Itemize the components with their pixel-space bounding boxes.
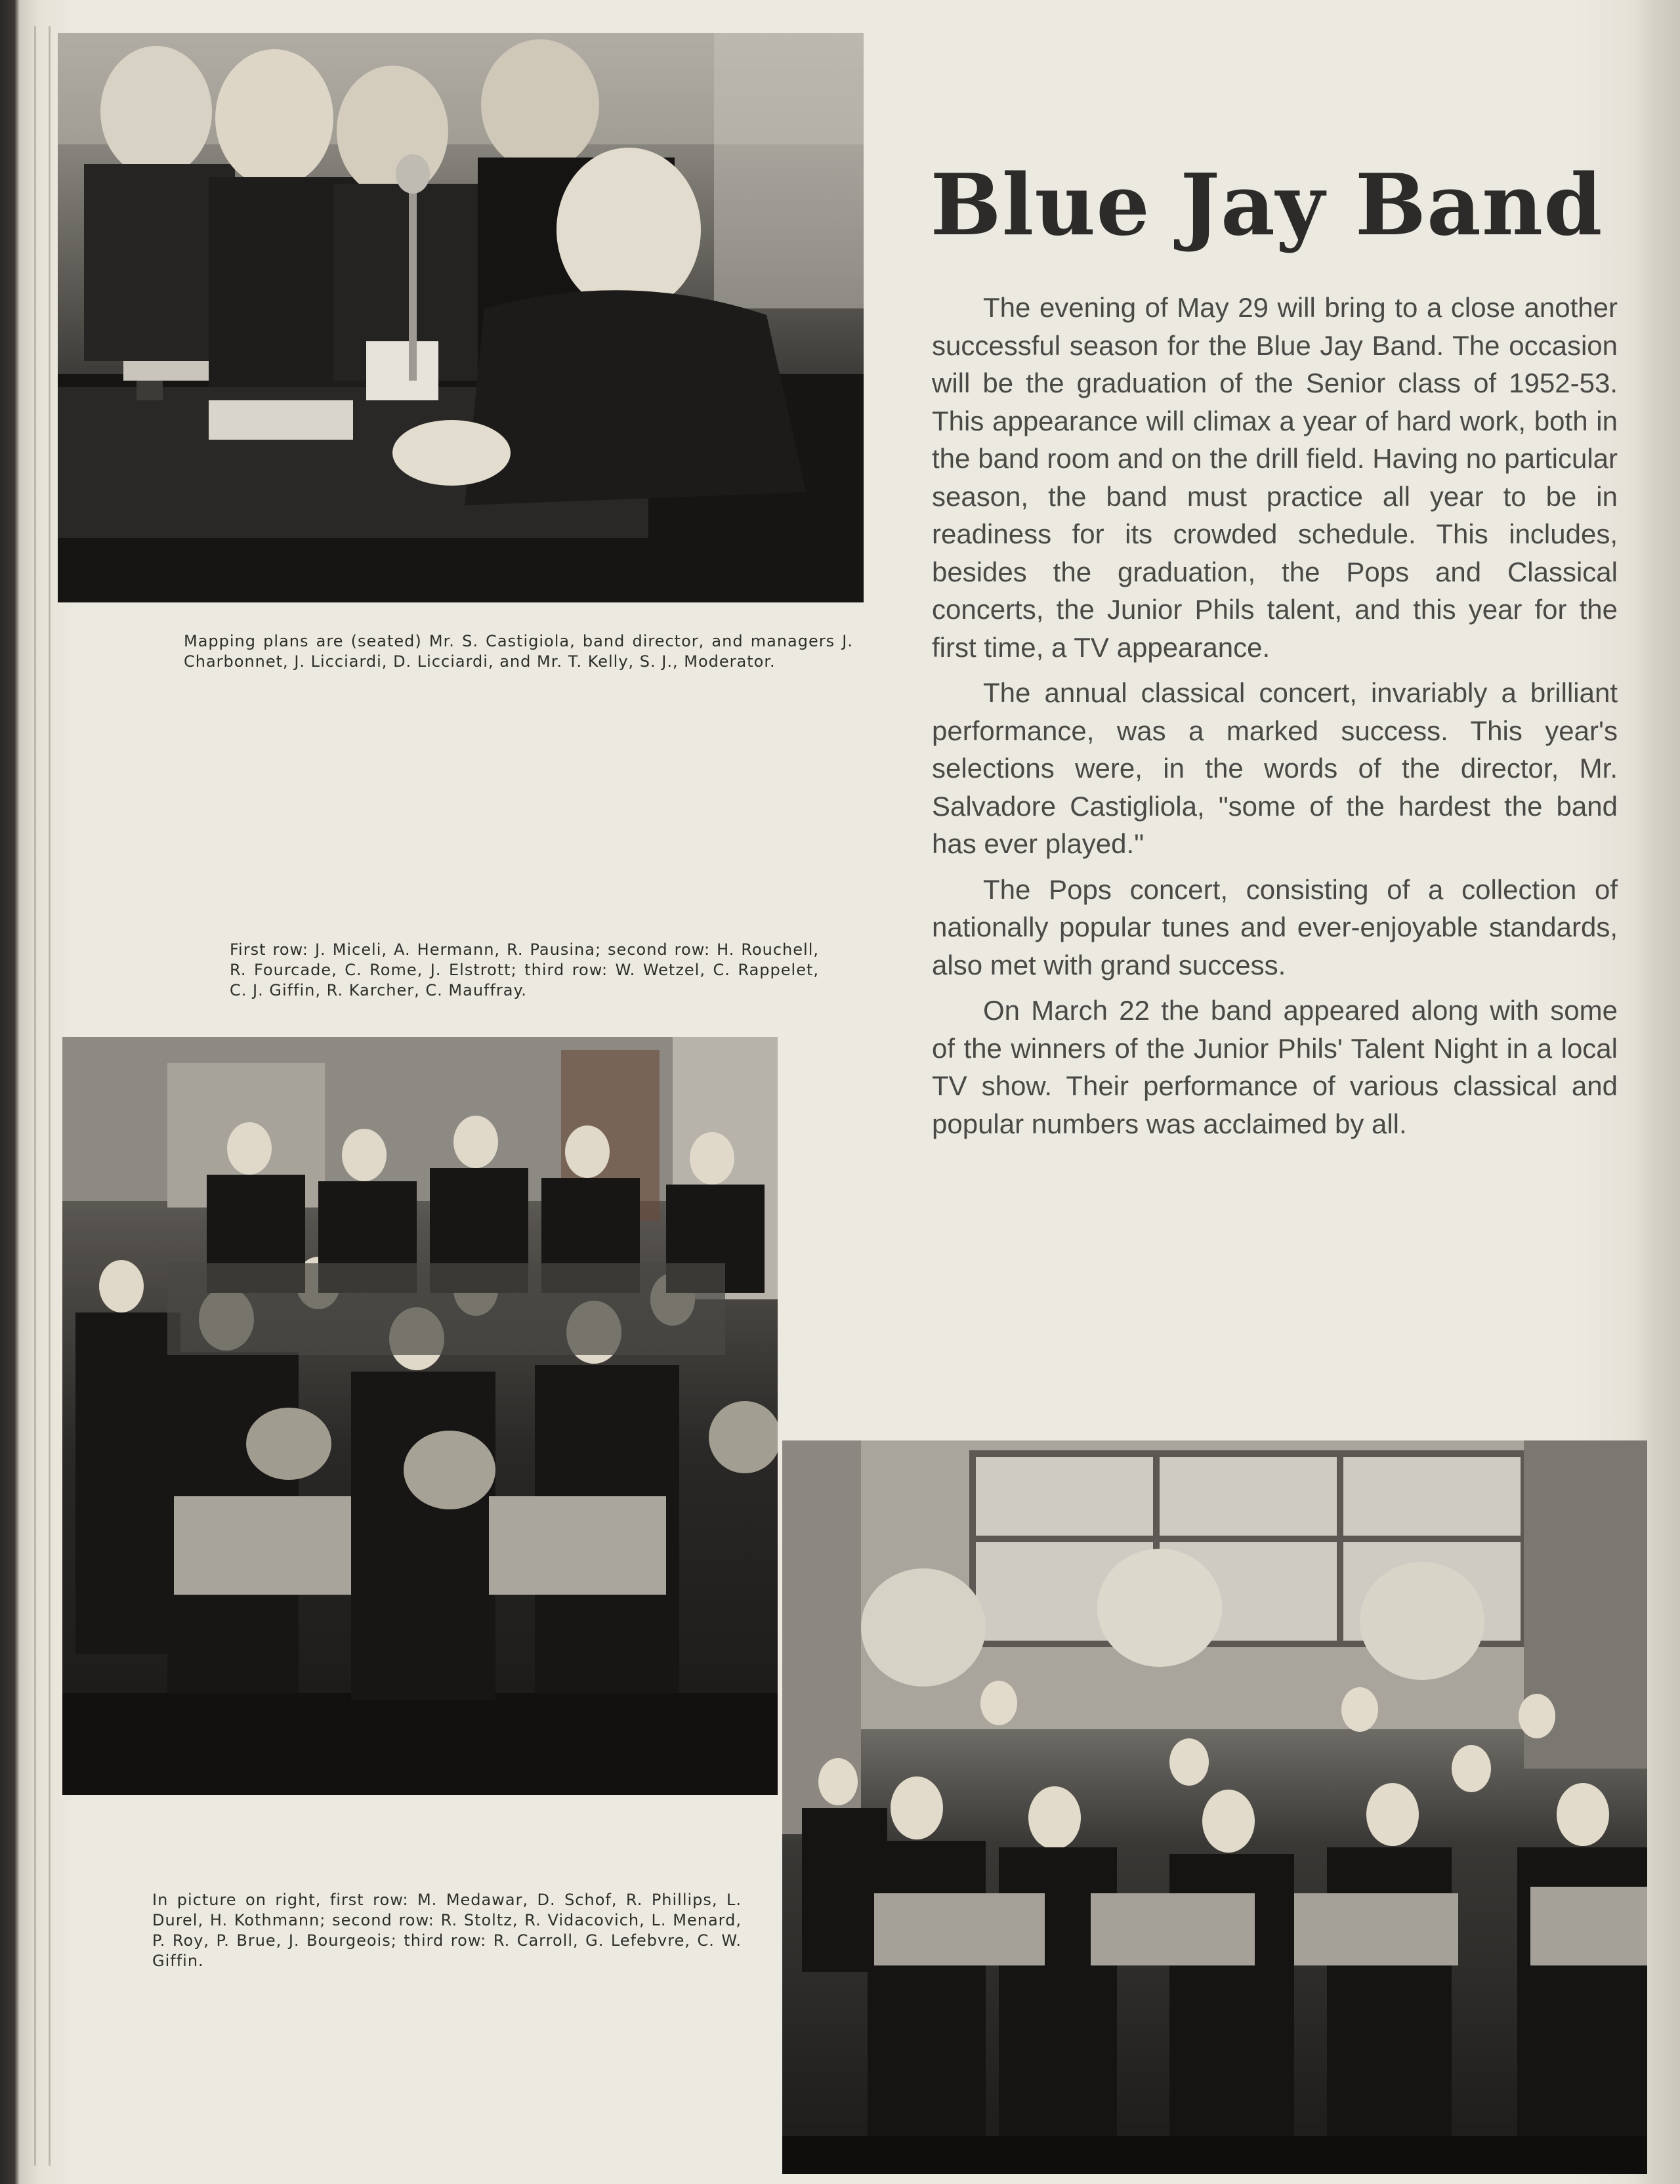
band-classroom-photo [62, 1037, 778, 1795]
article-paragraph: The Pops concert, consisting of a collection of nationally popular tunes and ever-enjoyable standards, also met with grand success. [932, 873, 1618, 980]
band-classroom-photo-illustration [62, 1037, 778, 1795]
binding-line [34, 26, 36, 2166]
band-photo-caption: First row: J. Miceli, A. Hermann, R. Pausina; second row: H. Rouchell, R. Fourcade, C. Rome, J. Elstrott; third row: W. Wetzel, C. Rappelet, C. J. Giffin, R. Karcher, C. Mauffray. [230, 940, 819, 999]
right-photo-caption: In picture on right, first row: M. Medawar, D. Schof, R. Phillips, L. Durel, H. Kothmann; second row: R. Stoltz, R. Vidacovich, L. Menard, P. Roy, P. Brue, J. Bourgeois; third row: R. Carroll, G. Lefebvre, C. W. Giffin. [152, 1891, 742, 1970]
article-paragraph: On March 22 the band appeared along with some of the winners of the Junior Phils' Talent Night in a local TV show. Their performance of various classical and popular numbers was acclaimed by all. [932, 995, 1618, 1139]
managers-photo [58, 33, 864, 602]
page-title: Blue Jay Band [930, 156, 1603, 255]
managers-photo-illustration [58, 33, 864, 602]
band-sousaphones-photo-illustration [782, 1440, 1647, 2174]
managers-photo-caption: Mapping plans are (seated) Mr. S. Castigiola, band director, and managers J. Charbonnet, J. Licciardi, D. Licciardi, and Mr. T. Kelly, S. J., Moderator. [184, 632, 853, 671]
article-paragraph: The evening of May 29 will bring to a close another successful season for the Blue Jay Band. The occasion will be the graduation of the Senior class of 1952-53. This appearance will climax a year of hard work, both in the band room and on the drill field. Having no particular season, the band must practice all year to be in readiness for its crowded schedule. This includes, besides the graduation, the Pops and Classical concerts, the Junior Phils talent, and this year for the first time, a TV appearance. [932, 292, 1618, 663]
article-body [932, 289, 1618, 1150]
band-sousaphones-photo [782, 1440, 1647, 2174]
binding-line [49, 26, 51, 2166]
article-paragraph: The annual classical concert, invariably a brilliant performance, was a marked success. This year's selections were, in the words of the director, Mr. Salvadore Castigliola, "some of the hardest the band has ever played." [932, 677, 1618, 859]
